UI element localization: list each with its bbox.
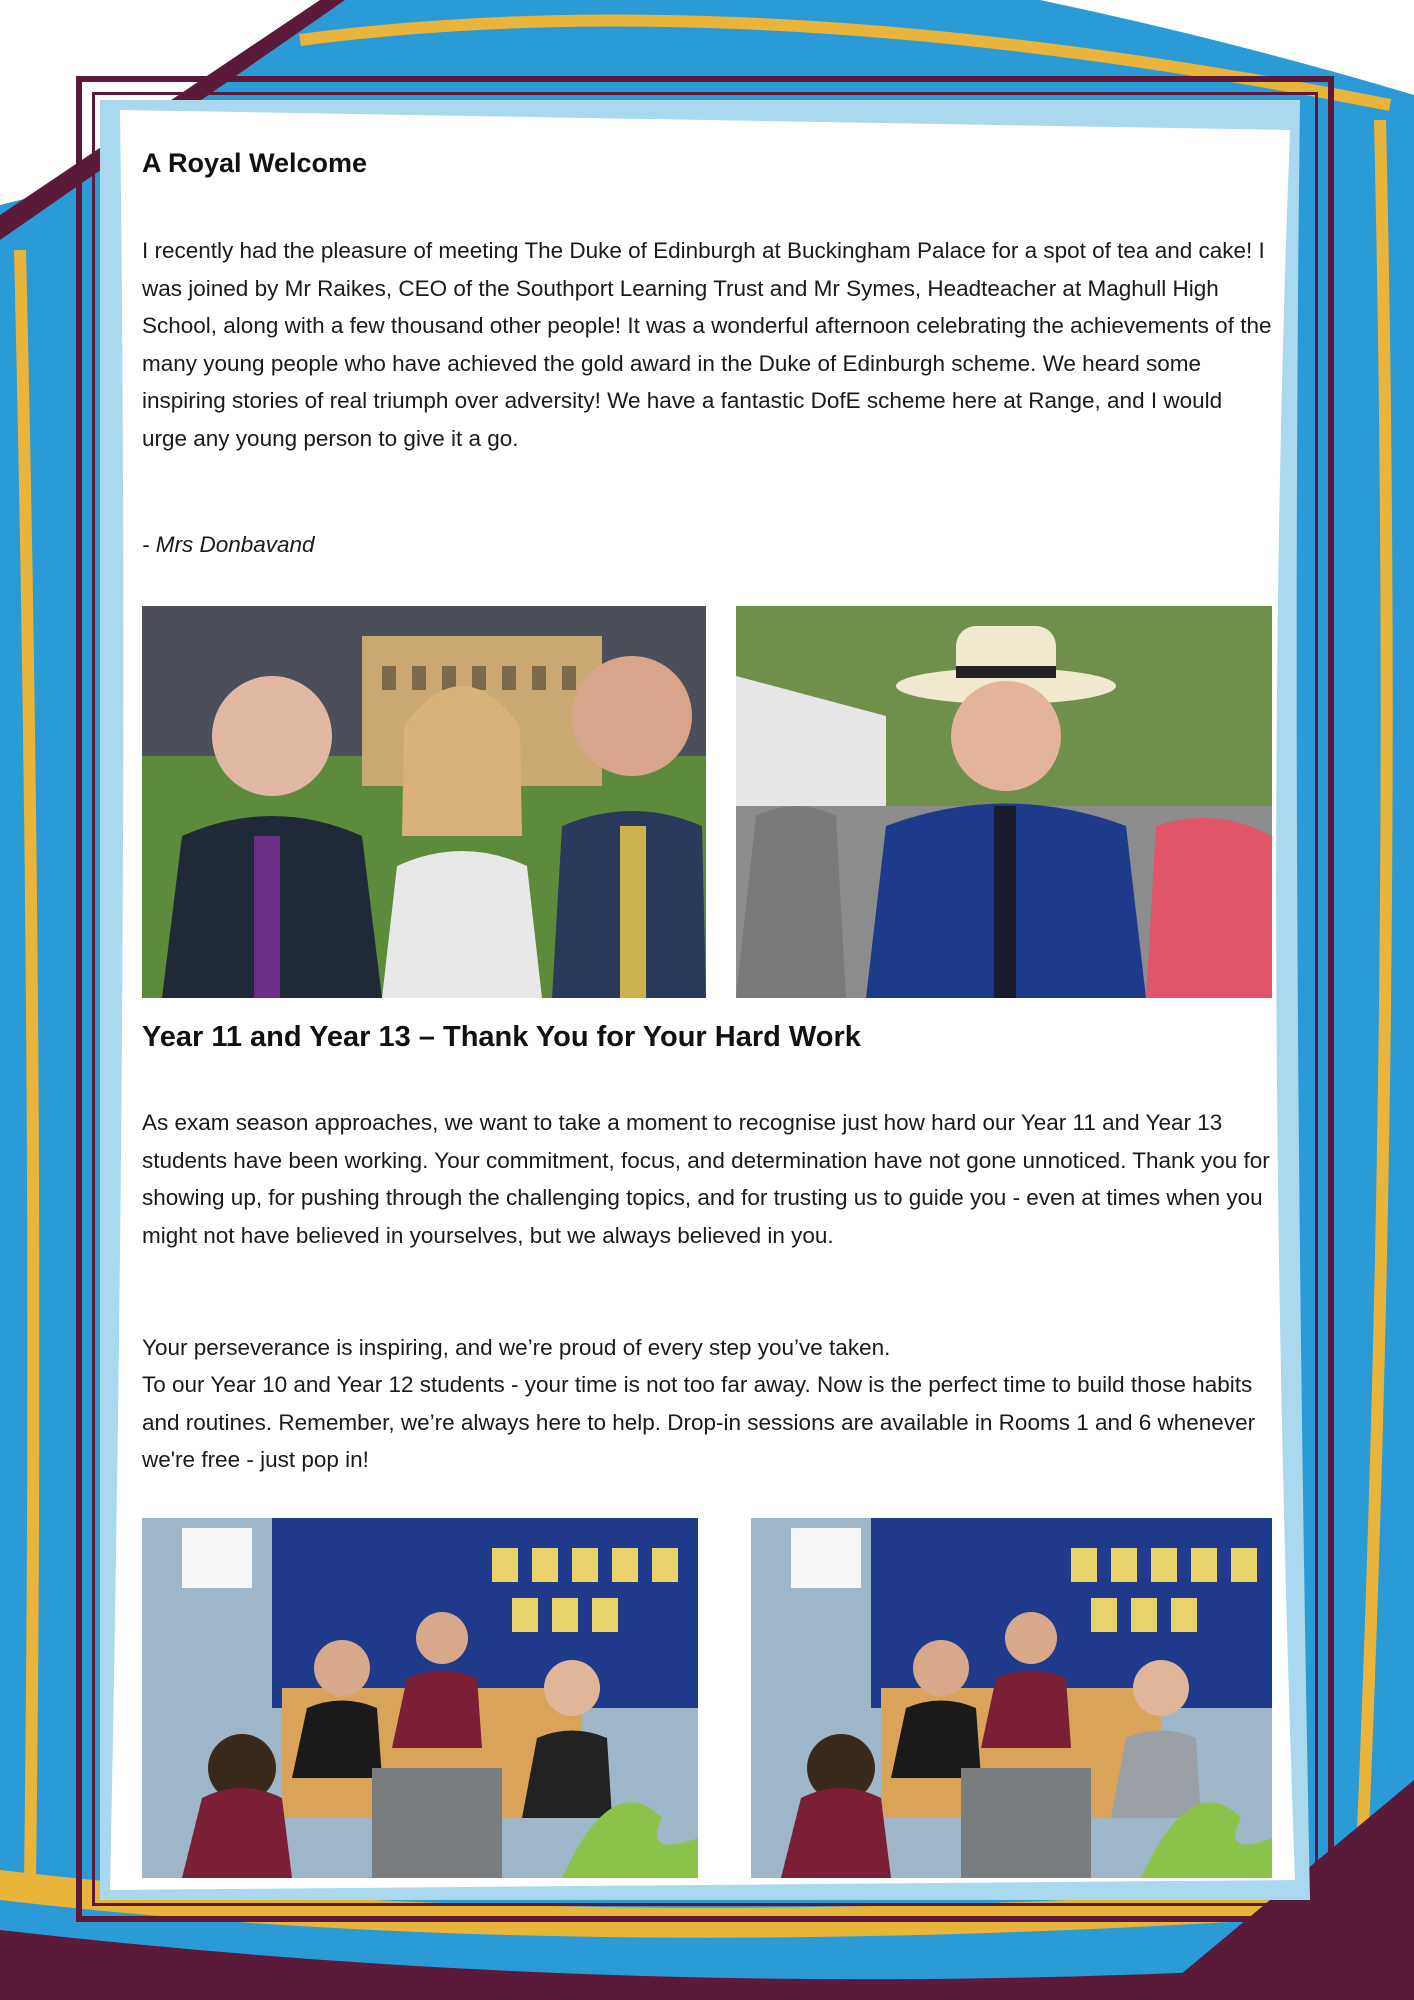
photo-classroom-2: [751, 1518, 1272, 1878]
thank-you-para-1: As exam season approaches, we want to take a moment to recognise just how hard our Year 11 and Year 13 students have been working. Your commitment, focus, and determination have not gone unnoticed. Thank you for showing up, for pushing through the challenging topics, and for trusting us to guide you - even at times when you might not have believed in yourselves, but we always believed in you.: [142, 1110, 1270, 1248]
section-title-thank-you: Year 11 and Year 13 – Thank You for Your Hard Work: [142, 1021, 861, 1053]
photo-classroom-1: [142, 1518, 698, 1878]
thank-you-para-2: Your perseverance is inspiring, and we’re proud of every step you’ve taken.: [142, 1335, 891, 1360]
photo-palace-selfie: [142, 606, 706, 998]
royal-welcome-body: I recently had the pleasure of meeting The Duke of Edinburgh at Buckingham Palace for a spot of tea and cake! I was joined by Mr Raikes, CEO of the Southport Learning Trust and Mr Symes, Headteacher at Maghull High School, along with a few thousand other people! It was a wonderful afternoon celebrating the achievements of the many young people who have achieved the gold award in the Duke of Edinburgh scheme. We heard some inspiring stories of real triumph over adversity! We have a fantastic DofE scheme here at Range, and I would urge any young person to give it a go.: [142, 238, 1272, 451]
signature: - Mrs Donbavand: [142, 532, 315, 557]
section-title-royal-welcome: A Royal Welcome: [142, 148, 368, 178]
thank-you-para-3: To our Year 10 and Year 12 students - your time is not too far away. Now is the perfect time to build those habits and routines. Remember, we’re always here to help. Drop-in sessions are available in Rooms 1 and 6 whenever we're free - just pop in!: [142, 1372, 1256, 1472]
photo-duke-of-edinburgh: [736, 606, 1272, 998]
